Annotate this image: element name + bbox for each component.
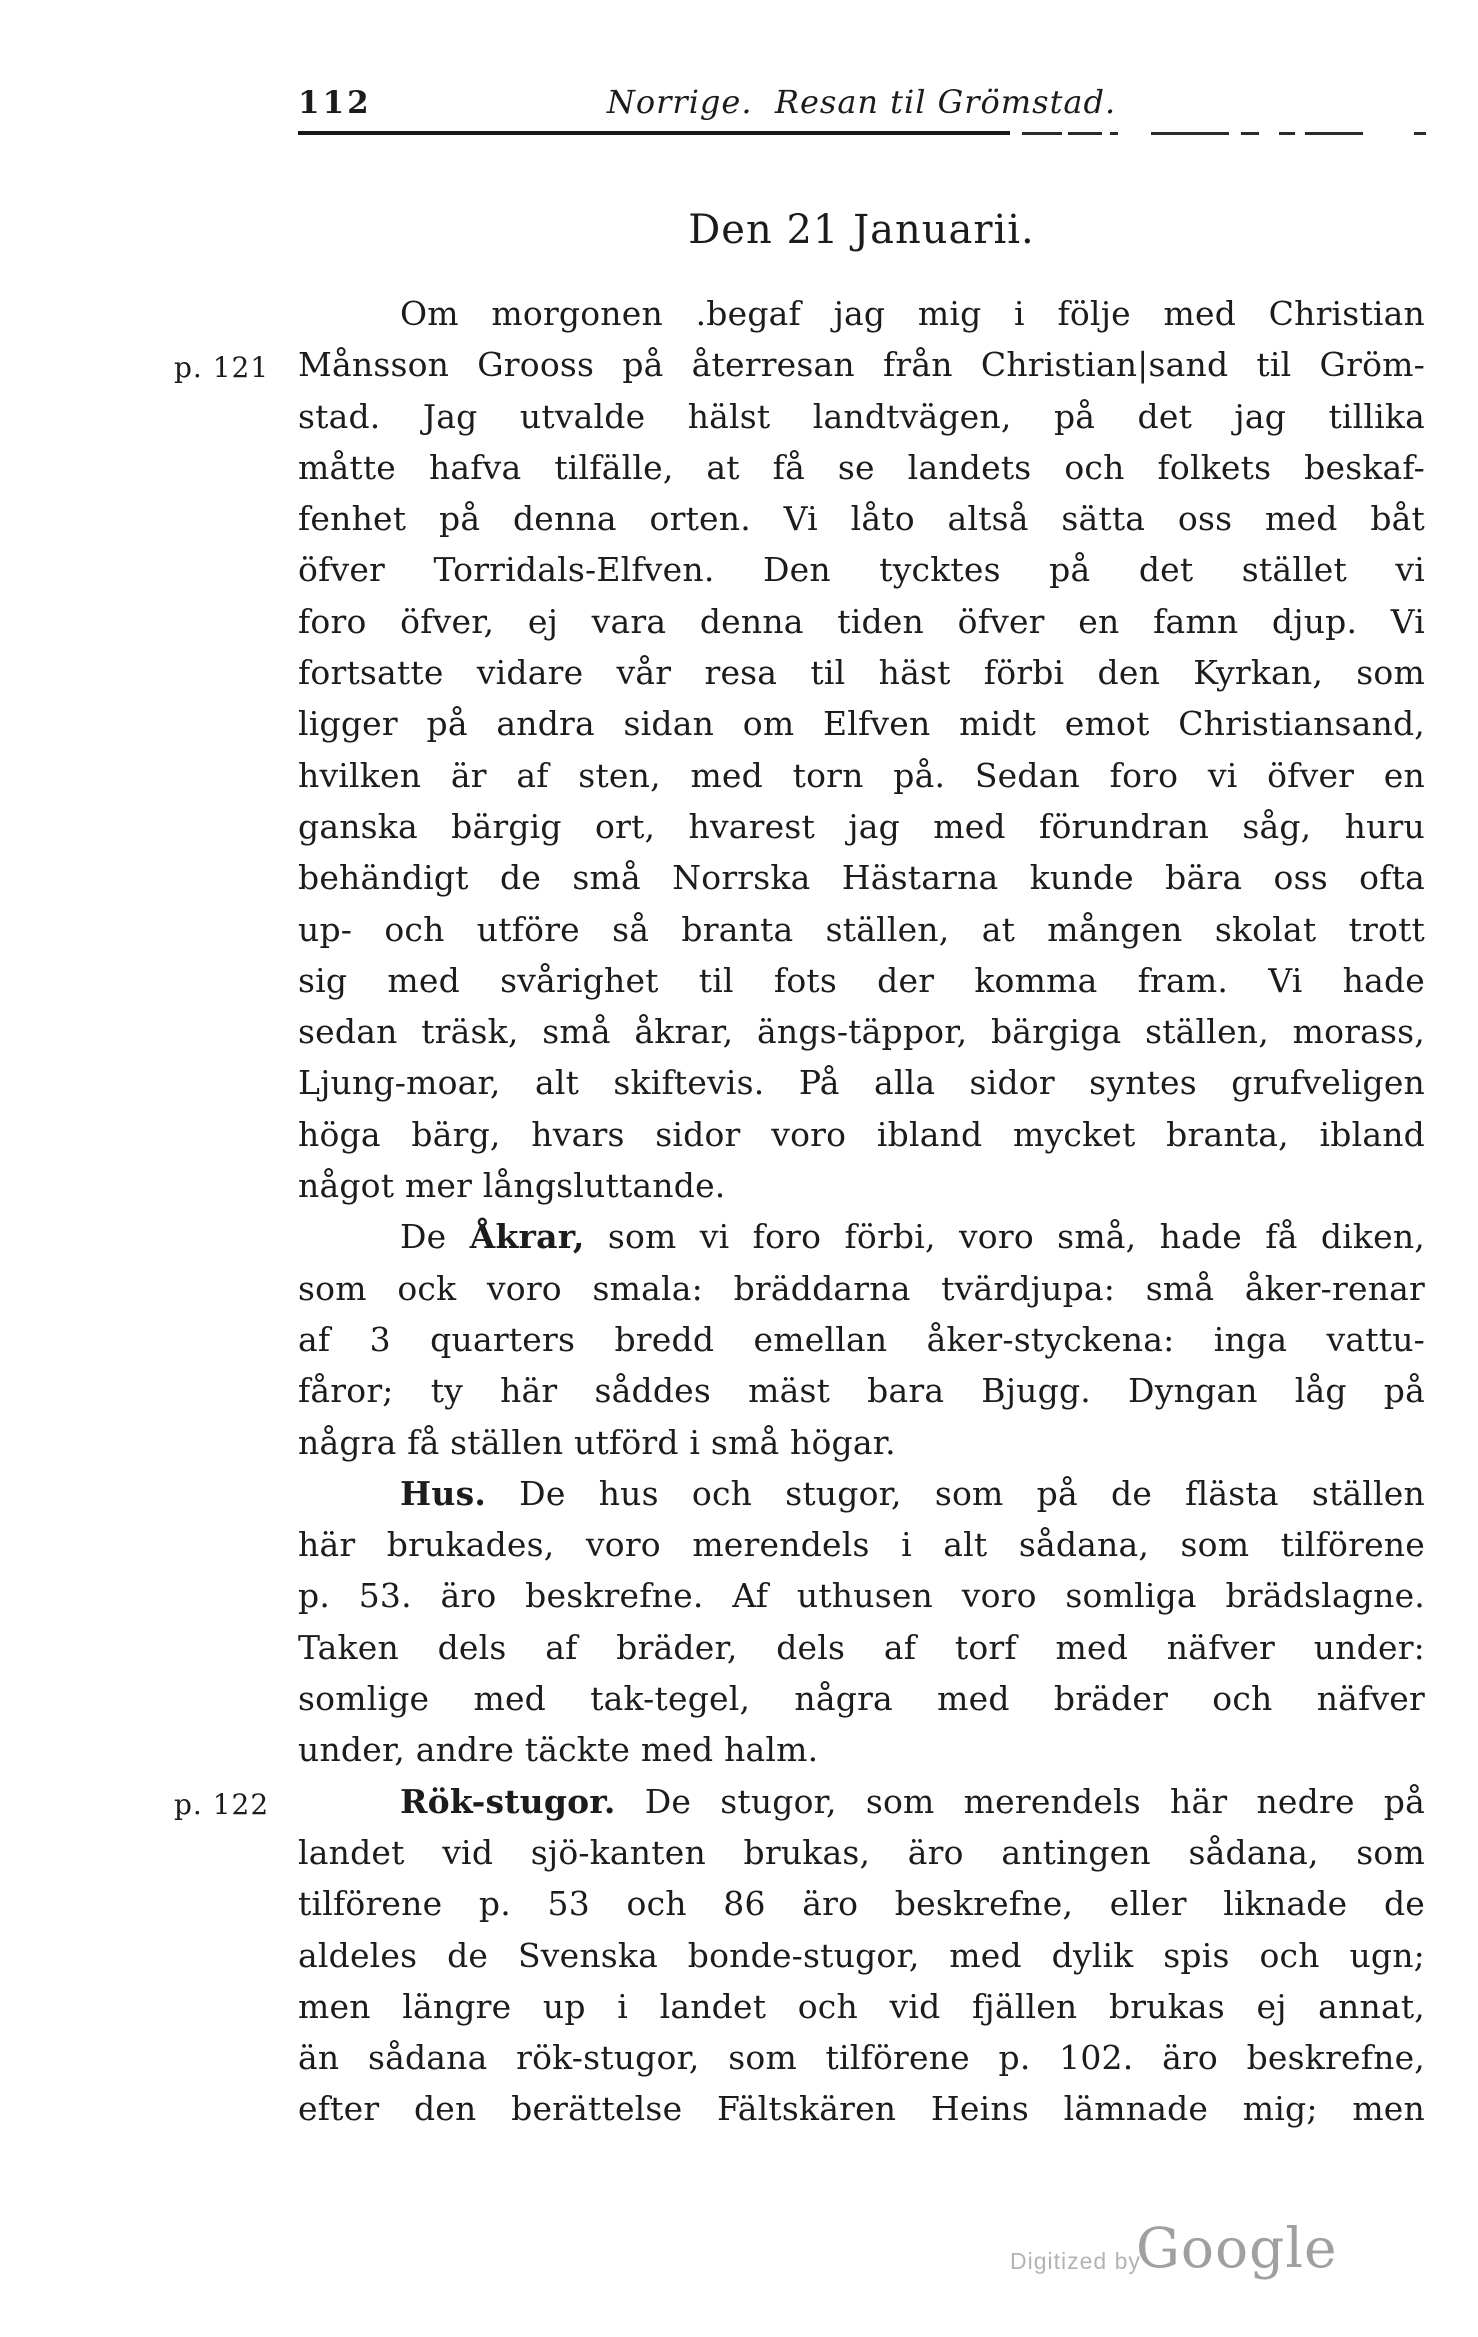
text-run: hvilken är af sten, med torn på. Sedan foro vi öfver en	[298, 755, 1425, 795]
bold-term: Åkrar,	[469, 1217, 585, 1257]
running-title: Norrige. Resan til Grömstad.	[606, 83, 1117, 121]
text-run: De stugor, som merendels här nedre på	[615, 1781, 1425, 1821]
paragraph	[298, 1468, 1425, 1776]
text-line	[298, 1109, 1425, 1160]
text-line	[298, 2083, 1425, 2134]
text-line	[298, 904, 1425, 955]
text-line	[298, 1981, 1425, 2032]
paragraph	[174, 288, 1425, 1211]
text-run: som ock voro smala: bräddarna tvärdjupa: små åker-renar	[298, 1268, 1425, 1308]
text-line	[298, 442, 1425, 493]
text-line	[298, 544, 1425, 595]
text-line	[298, 288, 1425, 339]
rule-segment	[1414, 132, 1426, 135]
rule-segment	[1151, 132, 1229, 135]
margin-page-note: p. 122	[174, 1787, 270, 1821]
text-run: Ljung-moar, alt skiftevis. På alla sidor syntes grufveligen	[298, 1063, 1425, 1103]
text-run: ligger på andra sidan om Elfven midt emot Christiansand,	[298, 704, 1425, 744]
text-line	[298, 1827, 1425, 1878]
text-run: up- och utföre så branta ställen, at mången skolat trott	[298, 909, 1425, 949]
running-header	[298, 83, 1425, 123]
text-line	[298, 493, 1425, 544]
text-line	[298, 1570, 1425, 1621]
text-run: aldeles de Svenska bonde-stugor, med dylik spis och ugn;	[298, 1935, 1425, 1975]
text-run: några få ställen utförd i små högar.	[298, 1422, 896, 1462]
margin-page-note: p. 121	[174, 351, 270, 385]
text-run: Månsson Grooss på återresan från Christian|sand til Gröm-	[298, 345, 1425, 385]
text-line	[298, 750, 1425, 801]
text-run: p. 53. äro beskrefne. Af uthusen voro somliga brädslagne.	[298, 1576, 1425, 1616]
rule-segment	[1241, 132, 1259, 135]
text-line	[298, 1263, 1425, 1314]
text-line	[298, 1211, 1425, 1262]
text-run: efter den berättelse Fältskären Heins lämnade mig; men	[298, 2089, 1425, 2129]
text-line	[298, 647, 1425, 698]
rule-segment	[1068, 132, 1102, 135]
text-line	[298, 1622, 1425, 1673]
text-run: ganska bärgig ort, hvarest jag med förundran såg, huru	[298, 806, 1425, 846]
text-run: under, andre täckte med halm.	[298, 1730, 819, 1770]
page-number: 112	[298, 85, 372, 121]
text-run: fenhet på denna orten. Vi låto altså sätta oss med båt	[298, 499, 1425, 539]
digitized-by-label: Digitized by	[1010, 2248, 1141, 2274]
text-run: något mer långsluttande.	[298, 1166, 726, 1206]
text-line	[298, 391, 1425, 442]
text-run: än sådana rök-stugor, som tilförene p. 102. äro beskrefne,	[298, 2038, 1425, 2078]
text-run: öfver Torridals-Elfven. Den tycktes på det stället vi	[298, 550, 1425, 590]
rule-segment	[1305, 132, 1363, 135]
text-line	[298, 1468, 1425, 1519]
date-heading: Den 21 Januarii.	[688, 207, 1035, 253]
rule-segment	[1110, 132, 1118, 135]
rule-segment	[1279, 132, 1295, 135]
text-line	[298, 1673, 1425, 1724]
text-line	[298, 2032, 1425, 2083]
text-run: här brukades, voro merendels i alt sådana, som tilförene	[298, 1525, 1425, 1565]
text-run: som vi foro förbi, voro små, hade få diken,	[584, 1217, 1425, 1257]
text-run: måtte hafva tilfälle, at få se landets och folkets beskaf-	[298, 447, 1425, 487]
text-run: foro öfver, ej vara denna tiden öfver en famn djup. Vi	[298, 601, 1425, 641]
paragraph	[174, 1776, 1425, 2135]
text-line	[298, 955, 1425, 1006]
text-run: behändigt de små Norrska Hästarna kunde bära oss ofta	[298, 858, 1425, 898]
body-text	[174, 288, 1425, 2135]
text-line	[298, 1160, 1425, 1211]
text-line	[298, 1006, 1425, 1057]
text-run: De hus och stugor, som på de flästa ställen	[486, 1473, 1425, 1513]
google-logo: Google	[1136, 2216, 1338, 2280]
text-line	[298, 1519, 1425, 1570]
text-line	[298, 1417, 1425, 1468]
text-run: De	[400, 1217, 470, 1257]
text-run: af 3 quarters bredd emellan åker-styckena: inga vattu-	[298, 1319, 1425, 1359]
text-run: tilförene p. 53 och 86 äro beskrefne, eller liknade de	[298, 1884, 1425, 1924]
bold-term: Rök-stugor.	[400, 1781, 616, 1821]
text-line	[298, 1878, 1425, 1929]
text-run: men längre up i landet och vid fjällen brukas ej annat,	[298, 1986, 1425, 2026]
text-run: sig med svårighet til fots der komma fram. Vi hade	[298, 960, 1425, 1000]
text-run: sedan träsk, små åkrar, ängs-täppor, bärgiga ställen, morass,	[298, 1012, 1425, 1052]
text-line	[298, 1057, 1425, 1108]
text-run: somlige med tak-tegel, några med bräder och näfver	[298, 1679, 1425, 1719]
text-run: höga bärg, hvars sidor voro ibland mycket branta, ibland	[298, 1114, 1425, 1154]
text-line	[174, 339, 1425, 390]
text-run: stad. Jag utvalde hälst landtvägen, på det jag tillika	[298, 396, 1425, 436]
header-rule	[298, 131, 1425, 137]
text-line	[298, 1724, 1425, 1775]
bold-term: Hus.	[400, 1473, 487, 1513]
paragraph	[298, 1211, 1425, 1467]
text-line	[298, 698, 1425, 749]
text-line	[298, 1930, 1425, 1981]
text-run: Taken dels af bräder, dels af torf med näfver under:	[298, 1627, 1425, 1667]
text-line	[298, 1314, 1425, 1365]
text-run: landet vid sjö-kanten brukas, äro antingen sådana, som	[298, 1832, 1425, 1872]
text-line	[174, 1776, 1425, 1827]
text-line	[298, 801, 1425, 852]
text-line	[298, 596, 1425, 647]
text-run: fortsatte vidare vår resa til häst förbi den Kyrkan, som	[298, 653, 1425, 693]
text-run: Om morgonen .begaf jag mig i följe med Christian	[400, 294, 1425, 333]
text-line	[298, 1365, 1425, 1416]
rule-segment	[298, 131, 1010, 135]
text-run: fåror; ty här såddes mäst bara Bjugg. Dyngan låg på	[298, 1371, 1425, 1411]
rule-segment	[1022, 132, 1062, 135]
text-line	[298, 852, 1425, 903]
